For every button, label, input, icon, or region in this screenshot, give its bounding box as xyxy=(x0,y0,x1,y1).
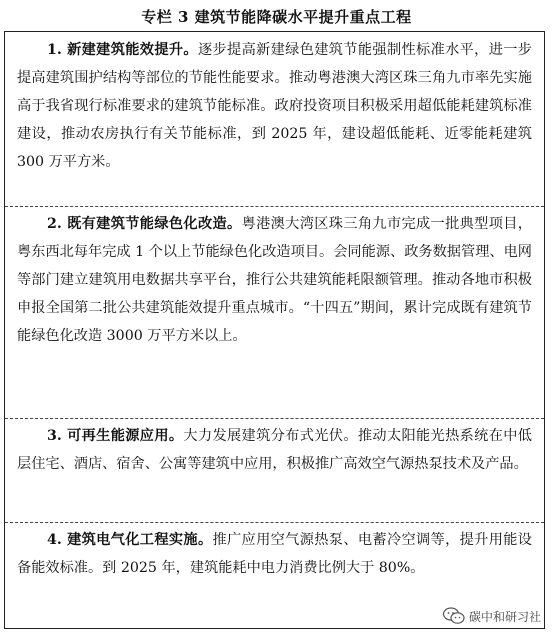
watermark-text: 碳中和研习社 xyxy=(468,609,541,624)
section-new-building-efficiency xyxy=(5,32,544,206)
section-heading: 4. 建筑电气化工程实施。 xyxy=(47,532,213,548)
section-heading: 3. 可再生能源应用。 xyxy=(47,428,184,444)
content-box xyxy=(4,31,545,629)
section-text: 推广应用空气源热泵、电蓄冷空调等，提升用能设备能效标准。到 2025 年，建筑能耗中电力消费比例大于 80%。 xyxy=(17,532,532,576)
section-heading: 1. 新建建筑能效提升。 xyxy=(47,42,198,58)
section-text: 逐步提高新建绿色建筑节能强制性标准水平，进一步提高建筑围护结构等部位的节能性能要求。推动粤港澳大湾区珠三角九市率先实施高于我省现行标准要求的建筑节能标准。政府投资项目积极采用超低能耗建筑标准建设，推动农房执行有关节能标准，到 2025 年，建设超低能耗、近零能耗建筑 300 万平方米。 xyxy=(17,42,532,170)
section-renewable-energy xyxy=(5,418,544,522)
section-text: 大力发展建筑分布式光伏。推动太阳能光热系统在中低层住宅、酒店、宿舍、公寓等建筑中应用，积极推广高效空气源热泵技术及产品。 xyxy=(17,428,532,472)
section-heading: 2. 既有建筑节能绿色化改造。 xyxy=(47,216,242,232)
section-existing-building-retrofit xyxy=(5,206,544,418)
document-title: 专栏 3 建筑节能降碳水平提升重点工程 xyxy=(141,8,412,26)
section-text: 粤港澳大湾区珠三角九市完成一批典型项目，粤东西北每年完成 1 个以上节能绿色化改造项目。会同能源、政务数据管理、电网等部门建立建筑用电数据共享平台，推行公共建筑能耗限额管理。推动各地市积极申报全国第二批公共建筑能效提升重点城市。“十四五”期间，累计完成既有建筑节能绿色化改造 3000 万平方米以上。 xyxy=(17,216,532,344)
wechat-icon xyxy=(443,607,465,625)
watermark xyxy=(441,607,543,625)
